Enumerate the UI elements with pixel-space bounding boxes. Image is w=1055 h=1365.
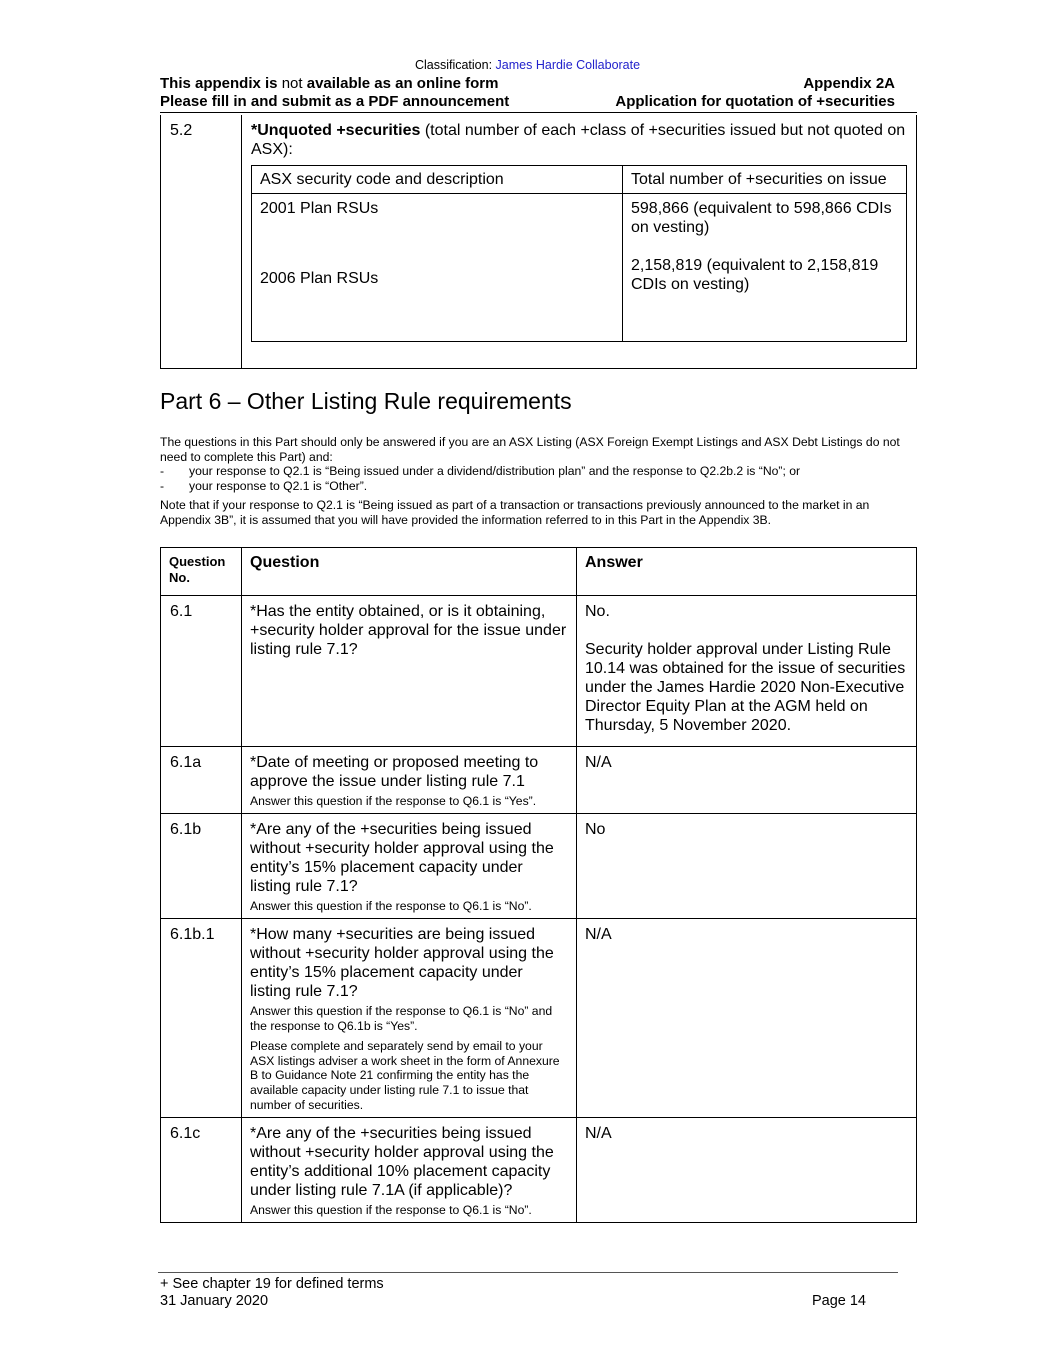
intro-bullet xyxy=(160,479,900,494)
classification-label: Classification: xyxy=(414,58,493,72)
part-6-questions-table xyxy=(160,547,917,1223)
security-code: 2006 Plan RSUs xyxy=(260,270,379,287)
table-header-row xyxy=(161,548,917,596)
section-title-rest: (total number of each +class of +securities issued but not quoted on ASX): xyxy=(251,122,906,158)
question-text: *Has the entity obtained, or is it obtaining, +security holder approval for the issue under listing rule 7.1? xyxy=(242,596,577,747)
footer-defined-terms: + See chapter 19 for defined terms xyxy=(160,1276,384,1292)
page-footer xyxy=(160,1276,866,1310)
question-hint: Please complete and separately send by email to your ASX listings adviser a work sheet in the form of Annexure B to Guidance Note 21 confirming the entity has the available capacity under listing rule 7.1 to issue that number of securities. xyxy=(250,1039,560,1112)
question-hint: Answer this question if the response to Q6.1 is “No” and the response to Q6.1b is “Yes”. xyxy=(250,1004,553,1033)
answer-text: N/A xyxy=(577,919,917,1118)
bullet-marker: - xyxy=(160,478,165,493)
answer-text: N/A xyxy=(577,747,917,814)
header-line-2 xyxy=(160,93,895,110)
header-divider xyxy=(160,112,917,113)
header-text-not: not xyxy=(281,75,303,92)
table-header-row xyxy=(252,166,907,194)
header-line-1 xyxy=(160,75,895,92)
intro-note: Note that if your response to Q2.1 is “Being issued as part of a transaction or transactions previously announced to the market in an Appendix 3B”, it is assumed that you will have provided the information referred to in this Part in the Appendix 3B. xyxy=(160,498,870,527)
question-number: 6.1b xyxy=(161,814,242,919)
answer-detail: Security holder approval under Listing Rule 10.14 was obtained for the issue of securities under the James Hardie 2020 Non-Executive Director Equity Plan at the AGM held on Thursday, 5 November 2020. xyxy=(585,641,906,734)
security-total: 2,158,819 (equivalent to 2,158,819 CDIs on vesting) xyxy=(631,257,879,293)
table-row xyxy=(161,1118,917,1223)
section-title xyxy=(251,121,907,159)
intro-paragraph: The questions in this Part should only be answered if you are an ASX Listing (ASX Foreign Exempt Listings and ASX Debt Listings do not need to complete this Part) and: xyxy=(160,435,900,464)
footer-divider xyxy=(158,1272,898,1273)
footer-row xyxy=(160,1293,866,1310)
question-text: *How many +securities are being issued without +security holder approval using the entity’s 15% placement capacity under listing rule 7.1? xyxy=(250,926,554,1000)
header-instruction: Please fill in and submit as a PDF announcement xyxy=(160,93,510,110)
header-text: available as an online form xyxy=(306,75,499,92)
column-header: ASX security code and description xyxy=(252,166,623,194)
table-row xyxy=(161,919,917,1118)
section-title-bold: *Unquoted +securities xyxy=(251,122,421,139)
security-total: 598,866 (equivalent to 598,866 CDIs on vesting) xyxy=(631,200,892,236)
bullet-text: your response to Q2.1 is “Being issued under a dividend/distribution plan” and the response to Q2.2b.2 is “No”; or xyxy=(189,464,801,479)
table-row xyxy=(161,747,917,814)
column-header-answer: Answer xyxy=(577,548,917,596)
security-code-cell xyxy=(252,194,623,342)
security-total-cell xyxy=(623,194,907,342)
question-cell xyxy=(242,814,577,919)
question-cell xyxy=(242,919,577,1118)
question-number: 6.1c xyxy=(161,1118,242,1223)
section-5-2-table xyxy=(160,115,917,369)
header-text: This appendix is xyxy=(160,75,278,92)
question-number: 6.1 xyxy=(161,596,242,747)
classification-banner xyxy=(0,58,1055,72)
answer-text: N/A xyxy=(577,1118,917,1223)
answer-text: No xyxy=(577,814,917,919)
question-number: 6.1a xyxy=(161,747,242,814)
answer-text: No. xyxy=(585,603,610,620)
header-availability-note xyxy=(160,75,498,92)
column-header-question: Question xyxy=(242,548,577,596)
question-hint: Answer this question if the response to Q6.1 is “Yes”. xyxy=(250,794,537,808)
unquoted-securities-table xyxy=(251,165,907,342)
section-number: 5.2 xyxy=(161,115,242,369)
bullet-marker: - xyxy=(160,464,165,479)
question-text: *Are any of the +securities being issued without +security holder approval using the entity’s additional 10% placement capacity under listing rule 7.1A (if applicable)? xyxy=(250,1125,554,1199)
answer-cell xyxy=(577,596,917,747)
question-number: 6.1b.1 xyxy=(161,919,242,1118)
question-cell xyxy=(242,1118,577,1223)
question-hint: Answer this question if the response to Q6.1 is “No”. xyxy=(250,899,532,913)
question-text: *Date of meeting or proposed meeting to approve the issue under listing rule 7.1 xyxy=(250,754,539,790)
appendix-title: Application for quotation of +securities xyxy=(615,93,895,110)
bullet-text: your response to Q2.1 is “Other”. xyxy=(189,478,368,493)
section-body xyxy=(242,115,917,369)
table-row xyxy=(161,814,917,919)
classification-value: James Hardie Collaborate xyxy=(495,58,641,72)
question-hint: Answer this question if the response to Q6.1 is “No”. xyxy=(250,1203,532,1217)
page-number: Page 14 xyxy=(811,1293,866,1309)
column-header: Total number of +securities on issue xyxy=(623,166,907,194)
table-row xyxy=(252,194,907,342)
table-row xyxy=(161,596,917,747)
column-header-question-no: Question No. xyxy=(161,548,242,596)
part-6-intro xyxy=(160,435,900,528)
question-text: *Are any of the +securities being issued without +security holder approval using the entity’s 15% placement capacity under listing rule 7.1? xyxy=(250,821,554,895)
footer-date: 31 January 2020 xyxy=(160,1293,269,1309)
appendix-label: Appendix 2A xyxy=(803,75,895,92)
security-code: 2001 Plan RSUs xyxy=(260,200,379,217)
intro-bullet xyxy=(160,464,900,479)
part-6-heading: Part 6 – Other Listing Rule requirements xyxy=(160,388,572,414)
question-cell xyxy=(242,747,577,814)
